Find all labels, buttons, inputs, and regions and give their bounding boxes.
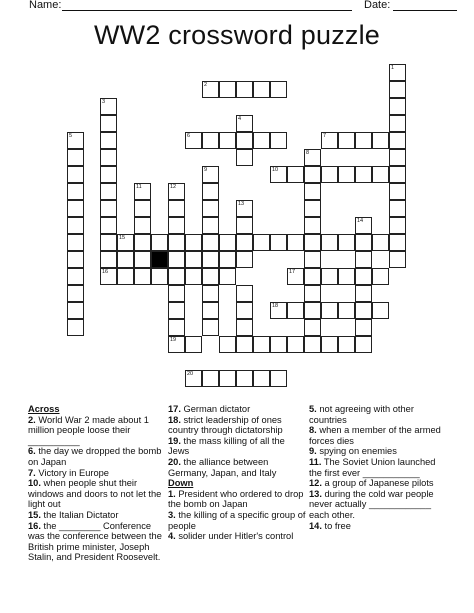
clue-item-text: the alliance between Germany, Japan, and Italy bbox=[168, 456, 277, 478]
clue-number: 13 bbox=[238, 201, 245, 207]
grid-cell[interactable] bbox=[338, 268, 355, 285]
grid-cell[interactable] bbox=[304, 268, 321, 285]
grid-cell[interactable] bbox=[117, 268, 134, 285]
grid-cell[interactable] bbox=[202, 268, 219, 285]
grid-cell[interactable] bbox=[236, 285, 253, 302]
grid-cell[interactable] bbox=[338, 302, 355, 319]
grid-cell[interactable] bbox=[67, 217, 84, 234]
grid-cell[interactable] bbox=[134, 234, 151, 251]
clue-item bbox=[28, 510, 168, 521]
clue-item-text: the Italian Dictator bbox=[40, 509, 119, 520]
grid-cell[interactable] bbox=[270, 336, 287, 353]
grid-cell[interactable] bbox=[304, 319, 321, 336]
clue-item-text: strict leadership of ones country through dictatorship bbox=[168, 414, 283, 436]
clue-item-text: The Soviet Union launched the first ever ___________ bbox=[309, 456, 436, 478]
grid-cell[interactable] bbox=[151, 268, 168, 285]
grid-cell[interactable] bbox=[389, 166, 406, 183]
grid-cell[interactable] bbox=[202, 285, 219, 302]
grid-cell[interactable] bbox=[355, 285, 372, 302]
clue-item-number: 19. bbox=[168, 435, 181, 446]
clue-number: 1 bbox=[391, 65, 395, 71]
across-clues-part-2 bbox=[168, 404, 306, 478]
grid-cell[interactable] bbox=[270, 370, 287, 387]
grid-cell[interactable] bbox=[67, 251, 84, 268]
grid-cell[interactable] bbox=[355, 251, 372, 268]
clue-number: 17 bbox=[289, 269, 296, 275]
grid-cell[interactable] bbox=[355, 234, 372, 251]
grid-cell[interactable] bbox=[253, 234, 270, 251]
grid-cell[interactable] bbox=[236, 234, 253, 251]
clue-item-text: during the cold war people never actually ____________ each other. bbox=[309, 488, 434, 520]
grid-cell[interactable] bbox=[202, 217, 219, 234]
grid-cell[interactable] bbox=[202, 200, 219, 217]
grid-cell[interactable] bbox=[304, 200, 321, 217]
grid-cell[interactable] bbox=[185, 336, 202, 353]
grid-cell[interactable] bbox=[287, 166, 304, 183]
clue-item-number: 11. bbox=[309, 456, 322, 467]
clue-item bbox=[168, 457, 306, 478]
clue-item-text: a group of Japanese pilots bbox=[321, 478, 434, 489]
grid-cell[interactable] bbox=[304, 234, 321, 251]
grid-cell[interactable] bbox=[321, 302, 338, 319]
grid-cell[interactable] bbox=[168, 302, 185, 319]
clue-item bbox=[168, 489, 306, 510]
grid-cell[interactable] bbox=[219, 81, 236, 98]
grid-cell[interactable] bbox=[168, 285, 185, 302]
grid-cell[interactable] bbox=[236, 149, 253, 166]
grid-cell[interactable] bbox=[236, 251, 253, 268]
grid-cell[interactable] bbox=[219, 251, 236, 268]
grid-cell[interactable] bbox=[304, 302, 321, 319]
clue-number: 5 bbox=[69, 133, 73, 139]
grid-cell[interactable] bbox=[389, 183, 406, 200]
grid-cell[interactable] bbox=[355, 302, 372, 319]
grid-cell[interactable] bbox=[236, 319, 253, 336]
grid-cell[interactable] bbox=[185, 234, 202, 251]
clue-item bbox=[168, 436, 306, 457]
grid-cell[interactable] bbox=[270, 81, 287, 98]
clue-item bbox=[28, 468, 168, 479]
clue-item-number: 9. bbox=[309, 446, 317, 457]
clue-number: 19 bbox=[170, 337, 177, 343]
clue-item-number: 12. bbox=[309, 478, 322, 489]
grid-cell[interactable] bbox=[202, 234, 219, 251]
grid-cell[interactable] bbox=[338, 234, 355, 251]
grid-cell[interactable] bbox=[168, 200, 185, 217]
clue-item-text: the killing of a specific group of people bbox=[168, 509, 306, 531]
clue-item bbox=[309, 404, 449, 425]
grid-cell[interactable] bbox=[100, 251, 117, 268]
clue-number: 3 bbox=[102, 99, 106, 105]
clue-item-text: to free bbox=[321, 520, 351, 531]
grid-cell[interactable] bbox=[287, 302, 304, 319]
clue-column-2 bbox=[168, 404, 306, 542]
grid-cell[interactable] bbox=[389, 251, 406, 268]
clue-item-number: 7. bbox=[28, 467, 36, 478]
grid-cell[interactable] bbox=[304, 285, 321, 302]
grid-cell[interactable] bbox=[134, 200, 151, 217]
grid-cell[interactable] bbox=[321, 234, 338, 251]
clue-number: 12 bbox=[170, 184, 177, 190]
down-clues-part-1 bbox=[168, 489, 306, 542]
grid-cell[interactable] bbox=[219, 234, 236, 251]
grid-cell[interactable] bbox=[338, 166, 355, 183]
grid-cell[interactable] bbox=[355, 268, 372, 285]
grid-cell[interactable] bbox=[219, 370, 236, 387]
grid-cell[interactable] bbox=[372, 132, 389, 149]
grid-cell[interactable] bbox=[270, 234, 287, 251]
grid-cell[interactable] bbox=[202, 183, 219, 200]
grid-cell[interactable] bbox=[389, 149, 406, 166]
clue-item-text: the mass killing of all the Jews bbox=[168, 435, 285, 457]
grid-cell[interactable] bbox=[202, 132, 219, 149]
grid-cell[interactable] bbox=[100, 149, 117, 166]
grid-cell[interactable] bbox=[236, 370, 253, 387]
clue-number: 4 bbox=[238, 116, 242, 122]
grid-cell[interactable] bbox=[372, 302, 389, 319]
clue-item bbox=[168, 415, 306, 436]
grid-cell[interactable] bbox=[355, 319, 372, 336]
grid-cell[interactable] bbox=[202, 302, 219, 319]
clue-item bbox=[168, 404, 306, 415]
clue-item-number: 3. bbox=[168, 509, 176, 520]
clue-item bbox=[168, 510, 306, 531]
grid-cell[interactable] bbox=[355, 132, 372, 149]
grid-cell[interactable] bbox=[372, 268, 389, 285]
grid-cell[interactable] bbox=[100, 166, 117, 183]
grid-cell[interactable] bbox=[389, 115, 406, 132]
grid-cell[interactable] bbox=[219, 268, 236, 285]
grid-cell[interactable] bbox=[236, 336, 253, 353]
grid-cell[interactable] bbox=[185, 251, 202, 268]
grid-cell[interactable] bbox=[67, 183, 84, 200]
grid-cell[interactable] bbox=[236, 132, 253, 149]
clue-column-1 bbox=[28, 404, 168, 563]
grid-cell[interactable] bbox=[151, 234, 168, 251]
clue-item-number: 10. bbox=[28, 478, 41, 489]
clue-item-number: 14. bbox=[309, 520, 322, 531]
clue-item-number: 4. bbox=[168, 531, 176, 542]
grid-cell[interactable] bbox=[100, 132, 117, 149]
across-clues-part-1 bbox=[28, 415, 168, 563]
clue-item bbox=[309, 457, 449, 478]
clue-item-text: Victory in Europe bbox=[35, 467, 109, 478]
clue-item-text: solider under Hitler's control bbox=[175, 531, 294, 542]
clue-number: 10 bbox=[272, 167, 279, 173]
grid-cell[interactable] bbox=[202, 251, 219, 268]
grid-cell[interactable] bbox=[67, 234, 84, 251]
clue-item-text: the ________ Conference was the conference between the British prime minister, Joseph Stalin, and President Roosevelt. bbox=[28, 520, 162, 563]
clue-item bbox=[168, 531, 306, 542]
clue-item-number: 13. bbox=[309, 488, 322, 499]
down-heading: Down bbox=[168, 478, 194, 489]
grid-cell[interactable] bbox=[304, 183, 321, 200]
grid-cell[interactable] bbox=[372, 166, 389, 183]
grid-cell[interactable] bbox=[304, 251, 321, 268]
clue-item-text: German dictator bbox=[180, 404, 251, 414]
clue-item bbox=[28, 446, 168, 467]
clue-item-text: the day we dropped the bomb on Japan bbox=[28, 446, 162, 467]
grid-cell[interactable] bbox=[321, 268, 338, 285]
grid-cell[interactable] bbox=[67, 302, 84, 319]
blocked-cell bbox=[151, 251, 168, 268]
clue-item-number: 1. bbox=[168, 488, 176, 499]
clue-number: 11 bbox=[136, 184, 142, 190]
clue-item bbox=[309, 521, 449, 532]
clue-item-text: World War 2 made about 1 million people loose their __________ bbox=[28, 414, 149, 446]
clue-item-number: 18. bbox=[168, 414, 181, 425]
grid-cell[interactable] bbox=[168, 268, 185, 285]
grid-cell[interactable] bbox=[67, 166, 84, 183]
grid-cell[interactable] bbox=[389, 81, 406, 98]
clue-number: 6 bbox=[187, 133, 191, 139]
clue-item-number: 20. bbox=[168, 456, 181, 467]
grid-cell[interactable] bbox=[389, 234, 406, 251]
grid-cell[interactable] bbox=[389, 132, 406, 149]
clue-number: 8 bbox=[306, 150, 310, 156]
grid-cell[interactable] bbox=[338, 132, 355, 149]
page-title: WW2 crossword puzzle bbox=[93, 20, 381, 50]
grid-cell[interactable] bbox=[100, 234, 117, 251]
clue-item-text: President who ordered to drop the bomb on Japan bbox=[168, 488, 304, 510]
clue-item-number: 5. bbox=[309, 404, 317, 414]
grid-cell[interactable] bbox=[253, 370, 270, 387]
grid-cell[interactable] bbox=[100, 217, 117, 234]
clue-number: 16 bbox=[102, 269, 109, 275]
clue-item-text: spying on enemies bbox=[316, 446, 397, 457]
grid-cell[interactable] bbox=[67, 200, 84, 217]
grid-cell[interactable] bbox=[202, 319, 219, 336]
clue-item bbox=[28, 478, 168, 510]
clue-item bbox=[309, 478, 449, 489]
grid-cell[interactable] bbox=[236, 217, 253, 234]
clue-number: 14 bbox=[357, 218, 364, 224]
clue-item-number: 16. bbox=[28, 520, 41, 531]
grid-cell[interactable] bbox=[321, 336, 338, 353]
clue-item-text: when people shut their windows and doors to not let the light out bbox=[28, 478, 162, 510]
grid-cell[interactable] bbox=[304, 336, 321, 353]
grid-cell[interactable] bbox=[389, 200, 406, 217]
grid-cell[interactable] bbox=[372, 234, 389, 251]
clue-item-number: 17. bbox=[168, 404, 181, 414]
clue-number: 9 bbox=[204, 167, 208, 173]
clue-item bbox=[309, 446, 449, 457]
clue-item bbox=[309, 489, 449, 521]
grid-cell[interactable] bbox=[236, 81, 253, 98]
grid-cell[interactable] bbox=[100, 200, 117, 217]
grid-cell[interactable] bbox=[253, 336, 270, 353]
grid-cell[interactable] bbox=[185, 268, 202, 285]
clue-item-number: 2. bbox=[28, 414, 36, 425]
grid-cell[interactable] bbox=[355, 336, 372, 353]
clue-column-3 bbox=[309, 404, 449, 531]
grid-cell[interactable] bbox=[100, 115, 117, 132]
clue-number: 7 bbox=[323, 133, 327, 139]
grid-cell[interactable] bbox=[168, 251, 185, 268]
grid-cell[interactable] bbox=[100, 183, 117, 200]
clue-item-number: 15. bbox=[28, 509, 41, 520]
clue-item-text: when a member of the armed forces dies bbox=[309, 425, 441, 446]
grid-cell[interactable] bbox=[270, 132, 287, 149]
grid-cell[interactable] bbox=[202, 370, 219, 387]
grid-cell[interactable] bbox=[253, 132, 270, 149]
clue-item bbox=[28, 415, 168, 447]
clue-item-number: 6. bbox=[28, 446, 36, 457]
grid-cell[interactable] bbox=[168, 234, 185, 251]
grid-cell[interactable] bbox=[134, 268, 151, 285]
grid-cell[interactable] bbox=[321, 166, 338, 183]
grid-cell[interactable] bbox=[389, 217, 406, 234]
grid-cell[interactable] bbox=[67, 285, 84, 302]
grid-cell[interactable] bbox=[287, 234, 304, 251]
grid-cell[interactable] bbox=[67, 319, 84, 336]
clue-list bbox=[0, 404, 474, 609]
grid-cell[interactable] bbox=[67, 149, 84, 166]
grid-cell[interactable] bbox=[168, 319, 185, 336]
clue-number: 2 bbox=[204, 82, 208, 88]
grid-cell[interactable] bbox=[253, 81, 270, 98]
clue-item bbox=[309, 425, 449, 446]
grid-cell[interactable] bbox=[67, 268, 84, 285]
grid-cell[interactable] bbox=[304, 166, 321, 183]
down-clues-part-2 bbox=[309, 404, 449, 531]
clue-item bbox=[28, 521, 168, 563]
grid-cell[interactable] bbox=[168, 217, 185, 234]
grid-cell[interactable] bbox=[389, 98, 406, 115]
clue-item-number: 8. bbox=[309, 425, 317, 436]
across-heading: Across bbox=[28, 404, 60, 414]
grid-cell[interactable] bbox=[134, 217, 151, 234]
grid-cell[interactable] bbox=[287, 336, 304, 353]
grid-cell[interactable] bbox=[134, 251, 151, 268]
grid-cell[interactable] bbox=[219, 132, 236, 149]
grid-cell[interactable] bbox=[117, 251, 134, 268]
name-label: Name: bbox=[29, 0, 62, 11]
clue-number: 20 bbox=[187, 371, 194, 377]
clue-item-text: not agreeing with other countries bbox=[309, 404, 414, 425]
clue-number: 18 bbox=[272, 303, 279, 309]
grid-cell[interactable] bbox=[219, 336, 236, 353]
grid-cell[interactable] bbox=[338, 336, 355, 353]
grid-cell[interactable] bbox=[236, 302, 253, 319]
clue-number: 15 bbox=[119, 235, 126, 241]
grid-cell[interactable] bbox=[355, 166, 372, 183]
grid-cell[interactable] bbox=[304, 217, 321, 234]
date-label: Date: bbox=[364, 0, 391, 11]
